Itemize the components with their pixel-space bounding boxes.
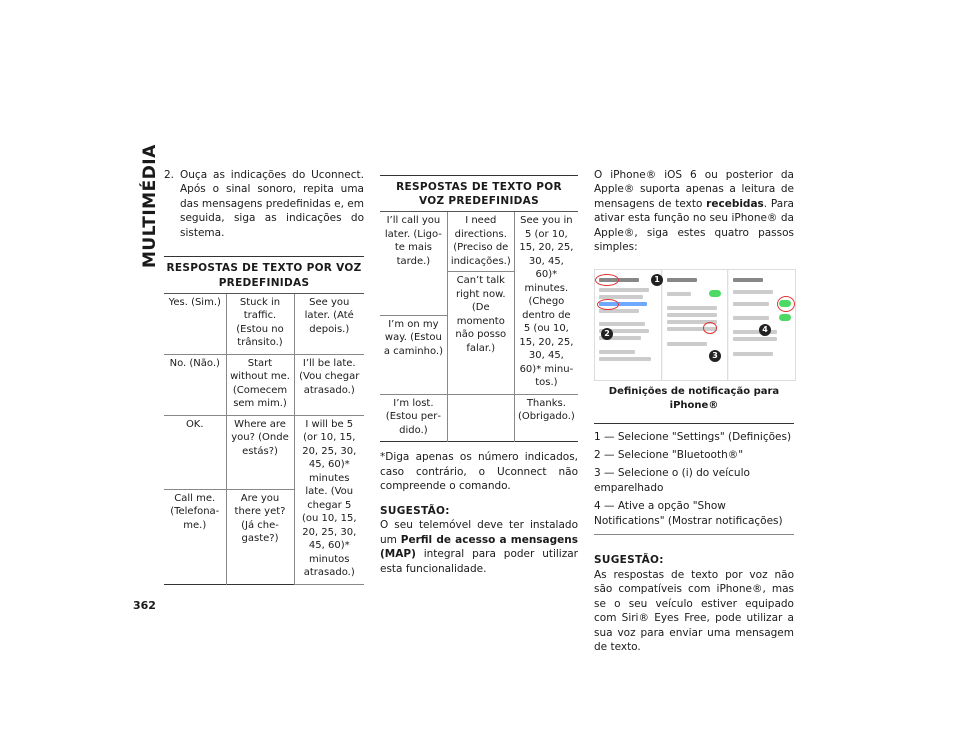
- column-1: [164, 168, 364, 585]
- table-header: RESPOSTAS DE TEXTO POR VOZ PREDEFINIDAS: [380, 176, 578, 212]
- figure-legend: [594, 423, 794, 536]
- marker-4: 4: [759, 324, 771, 336]
- table-cell: Are you there yet? (Já chegaste?): [226, 489, 294, 584]
- settings-highlight: [595, 274, 619, 286]
- ios-paragraph: [594, 168, 794, 255]
- tip-heading: SUGESTÃO:: [594, 554, 664, 567]
- table-cell: I’m on my way. (Estou a caminho.): [380, 315, 447, 394]
- marker-1: 1: [651, 274, 663, 286]
- step-text: Ouça as indicações do Uconnect. Após o sinal sonoro, repita uma das mensagens predefinidas e, em seguida, siga as indicações do sistema.: [180, 169, 364, 239]
- marker-3: 3: [709, 350, 721, 362]
- page-number: 362: [133, 599, 156, 612]
- table-cell: Stuck in traffic. (Estou no trânsito.): [226, 293, 294, 354]
- tip-text-part: integral para poder utilizar esta funcionalidade.: [380, 548, 578, 575]
- table-row: [380, 212, 578, 316]
- ios-text-part: O iPhone® iOS 6 ou posterior da Apple® suporta apenas a leitura de mensagens de texto: [594, 169, 794, 210]
- table-cell: Call me. (Telefona-me.): [170, 492, 220, 531]
- section-title: MULTIMÉDIA: [140, 144, 160, 268]
- table-cell: [447, 212, 514, 395]
- table-cell: Start without me. (Comecem sem mim.): [226, 354, 294, 415]
- table-cell: See you later. (Até depois.): [294, 293, 364, 354]
- tip-text: As respostas de texto por voz não são compatíveis com iPhone®, mas se o seu veículo estiver equipado com Siri® Eyes Free, pode utilizar a sua voz para enviar uma mensagem de texto.: [594, 568, 794, 654]
- column-2: [380, 175, 578, 576]
- figure-caption: Definições de notificação para iPhone®: [608, 385, 780, 411]
- table-cell: Yes. (Sim.): [164, 293, 226, 354]
- tip-text-part: O seu telemóvel deve ter instalado um: [380, 519, 578, 546]
- column-3: [594, 168, 794, 655]
- table-cell: See you in 5 (or 10, 15, 20, 25, 30, 45, 60)* minutes. (Chego dentro de 5 (ou 10, 15, 20, 25, 30, 45, 60)* minutos.): [514, 212, 578, 395]
- tip-text: [380, 518, 578, 576]
- responses-table-1: [164, 256, 364, 584]
- ios-text-part: . Para ativar esta função no seu iPhone® da Apple®, siga estes quatro passos simples:: [594, 197, 794, 254]
- bluetooth-toggle-icon: [709, 290, 721, 297]
- table-cell: I’ll call you later. (Ligo-te mais tarde.): [380, 212, 447, 316]
- responses-table-2: [380, 175, 578, 442]
- sync-contacts-toggle-icon: [779, 314, 791, 321]
- table-cell: OK.: [164, 415, 226, 489]
- marker-2: 2: [601, 328, 613, 340]
- table-cell: No. (Não.): [164, 354, 226, 415]
- table-row: [164, 354, 364, 415]
- table-row: [164, 415, 364, 489]
- legend-item: 3 — Selecione o (i) do veículo emparelhado: [594, 467, 750, 494]
- tip-heading: SUGESTÃO:: [380, 504, 450, 517]
- footnote: *Diga apenas os número indicados, caso contrário, o Uconnect não compreende o comando.: [380, 451, 578, 493]
- table-row: [164, 293, 364, 354]
- table-cell: Thanks. (Obrigado.): [514, 394, 578, 442]
- received-word: recebidas: [706, 197, 764, 210]
- step-number: 2.: [164, 169, 175, 181]
- table-cell: I will be 5 (or 10, 15, 20, 25, 30, 45, 60)* minutes late. (Vou chegar 5 (ou 10, 15, 20, 25, 30, 45, 60)* minutos atrasado.): [294, 415, 364, 584]
- map-profile: Perfil de acesso a mensagens (MAP): [380, 533, 578, 561]
- bluetooth-highlight: [597, 299, 619, 310]
- settings-list-pane: [595, 270, 662, 380]
- table-cell: [447, 394, 514, 442]
- bluetooth-pane: [663, 270, 728, 380]
- table-cell-text: I need directions. (Preciso de indicações.): [448, 214, 514, 272]
- legend-item: 2 — Selecione "Bluetooth®": [594, 448, 744, 461]
- table-cell-text: Can’t talk right now. (De momento não posso falar.): [455, 275, 507, 354]
- step-2: [164, 168, 364, 240]
- toggle-highlight: [777, 296, 795, 312]
- table-cell: I’ll be late. (Vou chegar atrasado.): [294, 354, 364, 415]
- legend-item: 4 — Ative a opção "Show Notifications" (Mostrar notificações): [594, 500, 783, 527]
- table-row: [380, 394, 578, 442]
- table-cell: I’m lost. (Estou perdido.): [385, 397, 442, 436]
- iphone-settings-figure: [594, 269, 796, 381]
- table-cell: Where are you? (Onde estás?): [226, 415, 294, 489]
- legend-item: 1 — Selecione "Settings" (Definições): [594, 430, 792, 443]
- table-header: RESPOSTAS DE TEXTO POR VOZ PREDEFINIDAS: [164, 257, 364, 293]
- info-highlight: [703, 322, 717, 334]
